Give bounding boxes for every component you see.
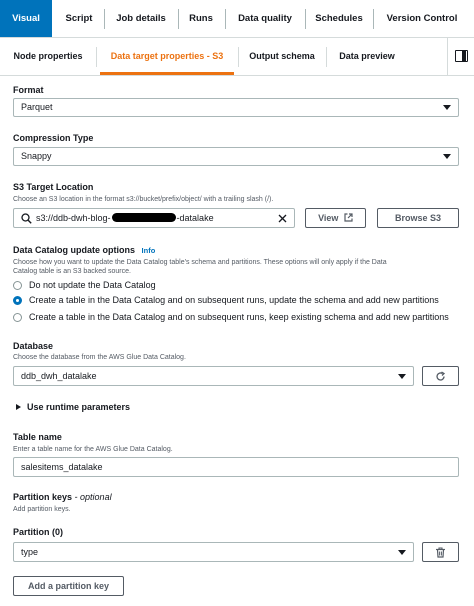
catalog-options-description-1: Choose how you want to update the Data Catalog table's schema and partitions. These options will only apply if the Data (13, 259, 387, 266)
node-detail-tabs (0, 38, 474, 76)
s3-path-prefix: s3://ddb-dwh-blog- (36, 213, 111, 223)
tab-separator (96, 47, 97, 67)
tab-separator (104, 9, 105, 29)
split-panel-icon[interactable] (455, 50, 468, 62)
tab-visual[interactable]: Visual (0, 0, 52, 37)
panel-divider (447, 38, 448, 75)
partition-keys-label (13, 492, 112, 502)
s3-path-suffix: -datalake (176, 213, 214, 223)
tab-version-control[interactable]: Version Control (386, 13, 458, 24)
caret-down-icon (398, 374, 406, 379)
runtime-parameters-toggle[interactable]: Use runtime parameters (27, 402, 131, 412)
caret-down-icon (443, 105, 451, 110)
tab-node-properties[interactable]: Node properties (13, 51, 83, 61)
info-link[interactable]: Info (141, 246, 156, 255)
tab-data-quality[interactable]: Data quality (238, 13, 292, 24)
active-tab-indicator (100, 72, 234, 75)
database-description: Choose the database from the AWS Glue Data Catalog. (13, 354, 186, 361)
view-label: View (318, 213, 339, 223)
partition-keys-title: Partition keys (13, 492, 73, 502)
compression-label: Compression Type (13, 133, 94, 143)
radio-label-update-schema: Create a table in the Data Catalog and on subsequent runs, update the schema and add new partitions (29, 295, 439, 305)
caret-right-icon[interactable] (16, 404, 21, 410)
partition-key-select[interactable] (13, 542, 414, 562)
catalog-options-title: Data Catalog update options (13, 245, 136, 255)
s3-location-label: S3 Target Location (13, 182, 94, 192)
radio-label-keep-schema: Create a table in the Data Catalog and on subsequent runs, keep existing schema and add new partitions (29, 312, 449, 322)
tab-separator (373, 9, 374, 29)
partition-keys-optional: - optional (74, 492, 112, 502)
catalog-options-label (13, 245, 155, 255)
partition-key-value: type (21, 547, 39, 557)
table-name-input[interactable] (13, 457, 459, 477)
refresh-icon (435, 371, 446, 382)
database-value: ddb_dwh_datalake (21, 371, 97, 381)
tab-separator (326, 47, 327, 67)
tab-schedules[interactable]: Schedules (315, 13, 363, 24)
s3-location-input[interactable] (13, 208, 295, 228)
format-value: Parquet (21, 102, 53, 112)
view-button[interactable] (305, 208, 366, 228)
tab-runs[interactable]: Runs (189, 13, 213, 24)
tab-separator (225, 9, 226, 29)
remove-partition-button[interactable] (422, 542, 459, 562)
job-editor-tabs (0, 0, 474, 38)
tab-script[interactable]: Script (65, 13, 93, 24)
trash-icon (435, 547, 446, 558)
s3-location-description: Choose an S3 location in the format s3://bucket/prefix/object/ with a trailing slash (/). (13, 196, 274, 203)
radio-do-not-update[interactable] (13, 281, 22, 290)
table-name-label: Table name (13, 432, 62, 442)
database-select[interactable] (13, 366, 414, 386)
tab-separator (238, 47, 239, 67)
radio-keep-schema[interactable] (13, 313, 22, 322)
format-select[interactable] (13, 98, 459, 117)
catalog-options-description-2: Catalog table is an S3 backed source. (13, 268, 131, 275)
caret-down-icon (443, 154, 451, 159)
tab-separator (305, 9, 306, 29)
radio-update-schema[interactable] (13, 296, 22, 305)
radio-label-do-not-update: Do not update the Data Catalog (29, 280, 156, 290)
compression-value: Snappy (21, 151, 52, 161)
refresh-button[interactable] (422, 366, 459, 386)
external-link-icon (344, 213, 353, 222)
table-name-value: salesitems_datalake (21, 462, 103, 472)
browse-s3-button[interactable]: Browse S3 (377, 208, 459, 228)
tab-separator (178, 9, 179, 29)
partition-keys-description: Add partition keys. (13, 506, 71, 513)
caret-down-icon (398, 550, 406, 555)
compression-select[interactable] (13, 147, 459, 166)
clear-icon[interactable] (278, 214, 287, 223)
tab-data-preview[interactable]: Data preview (339, 51, 395, 61)
add-partition-key-button[interactable]: Add a partition key (13, 576, 124, 596)
redacted-bucket-name (112, 213, 176, 222)
format-label: Format (13, 85, 44, 95)
partition-count-label: Partition (0) (13, 527, 64, 537)
database-label: Database (13, 341, 54, 351)
tab-output-schema[interactable]: Output schema (249, 51, 315, 61)
search-icon (21, 213, 32, 224)
tab-data-target-properties[interactable]: Data target properties - S3 (110, 51, 224, 61)
tab-job-details[interactable]: Job details (116, 13, 166, 24)
table-name-description: Enter a table name for the AWS Glue Data Catalog. (13, 446, 173, 453)
